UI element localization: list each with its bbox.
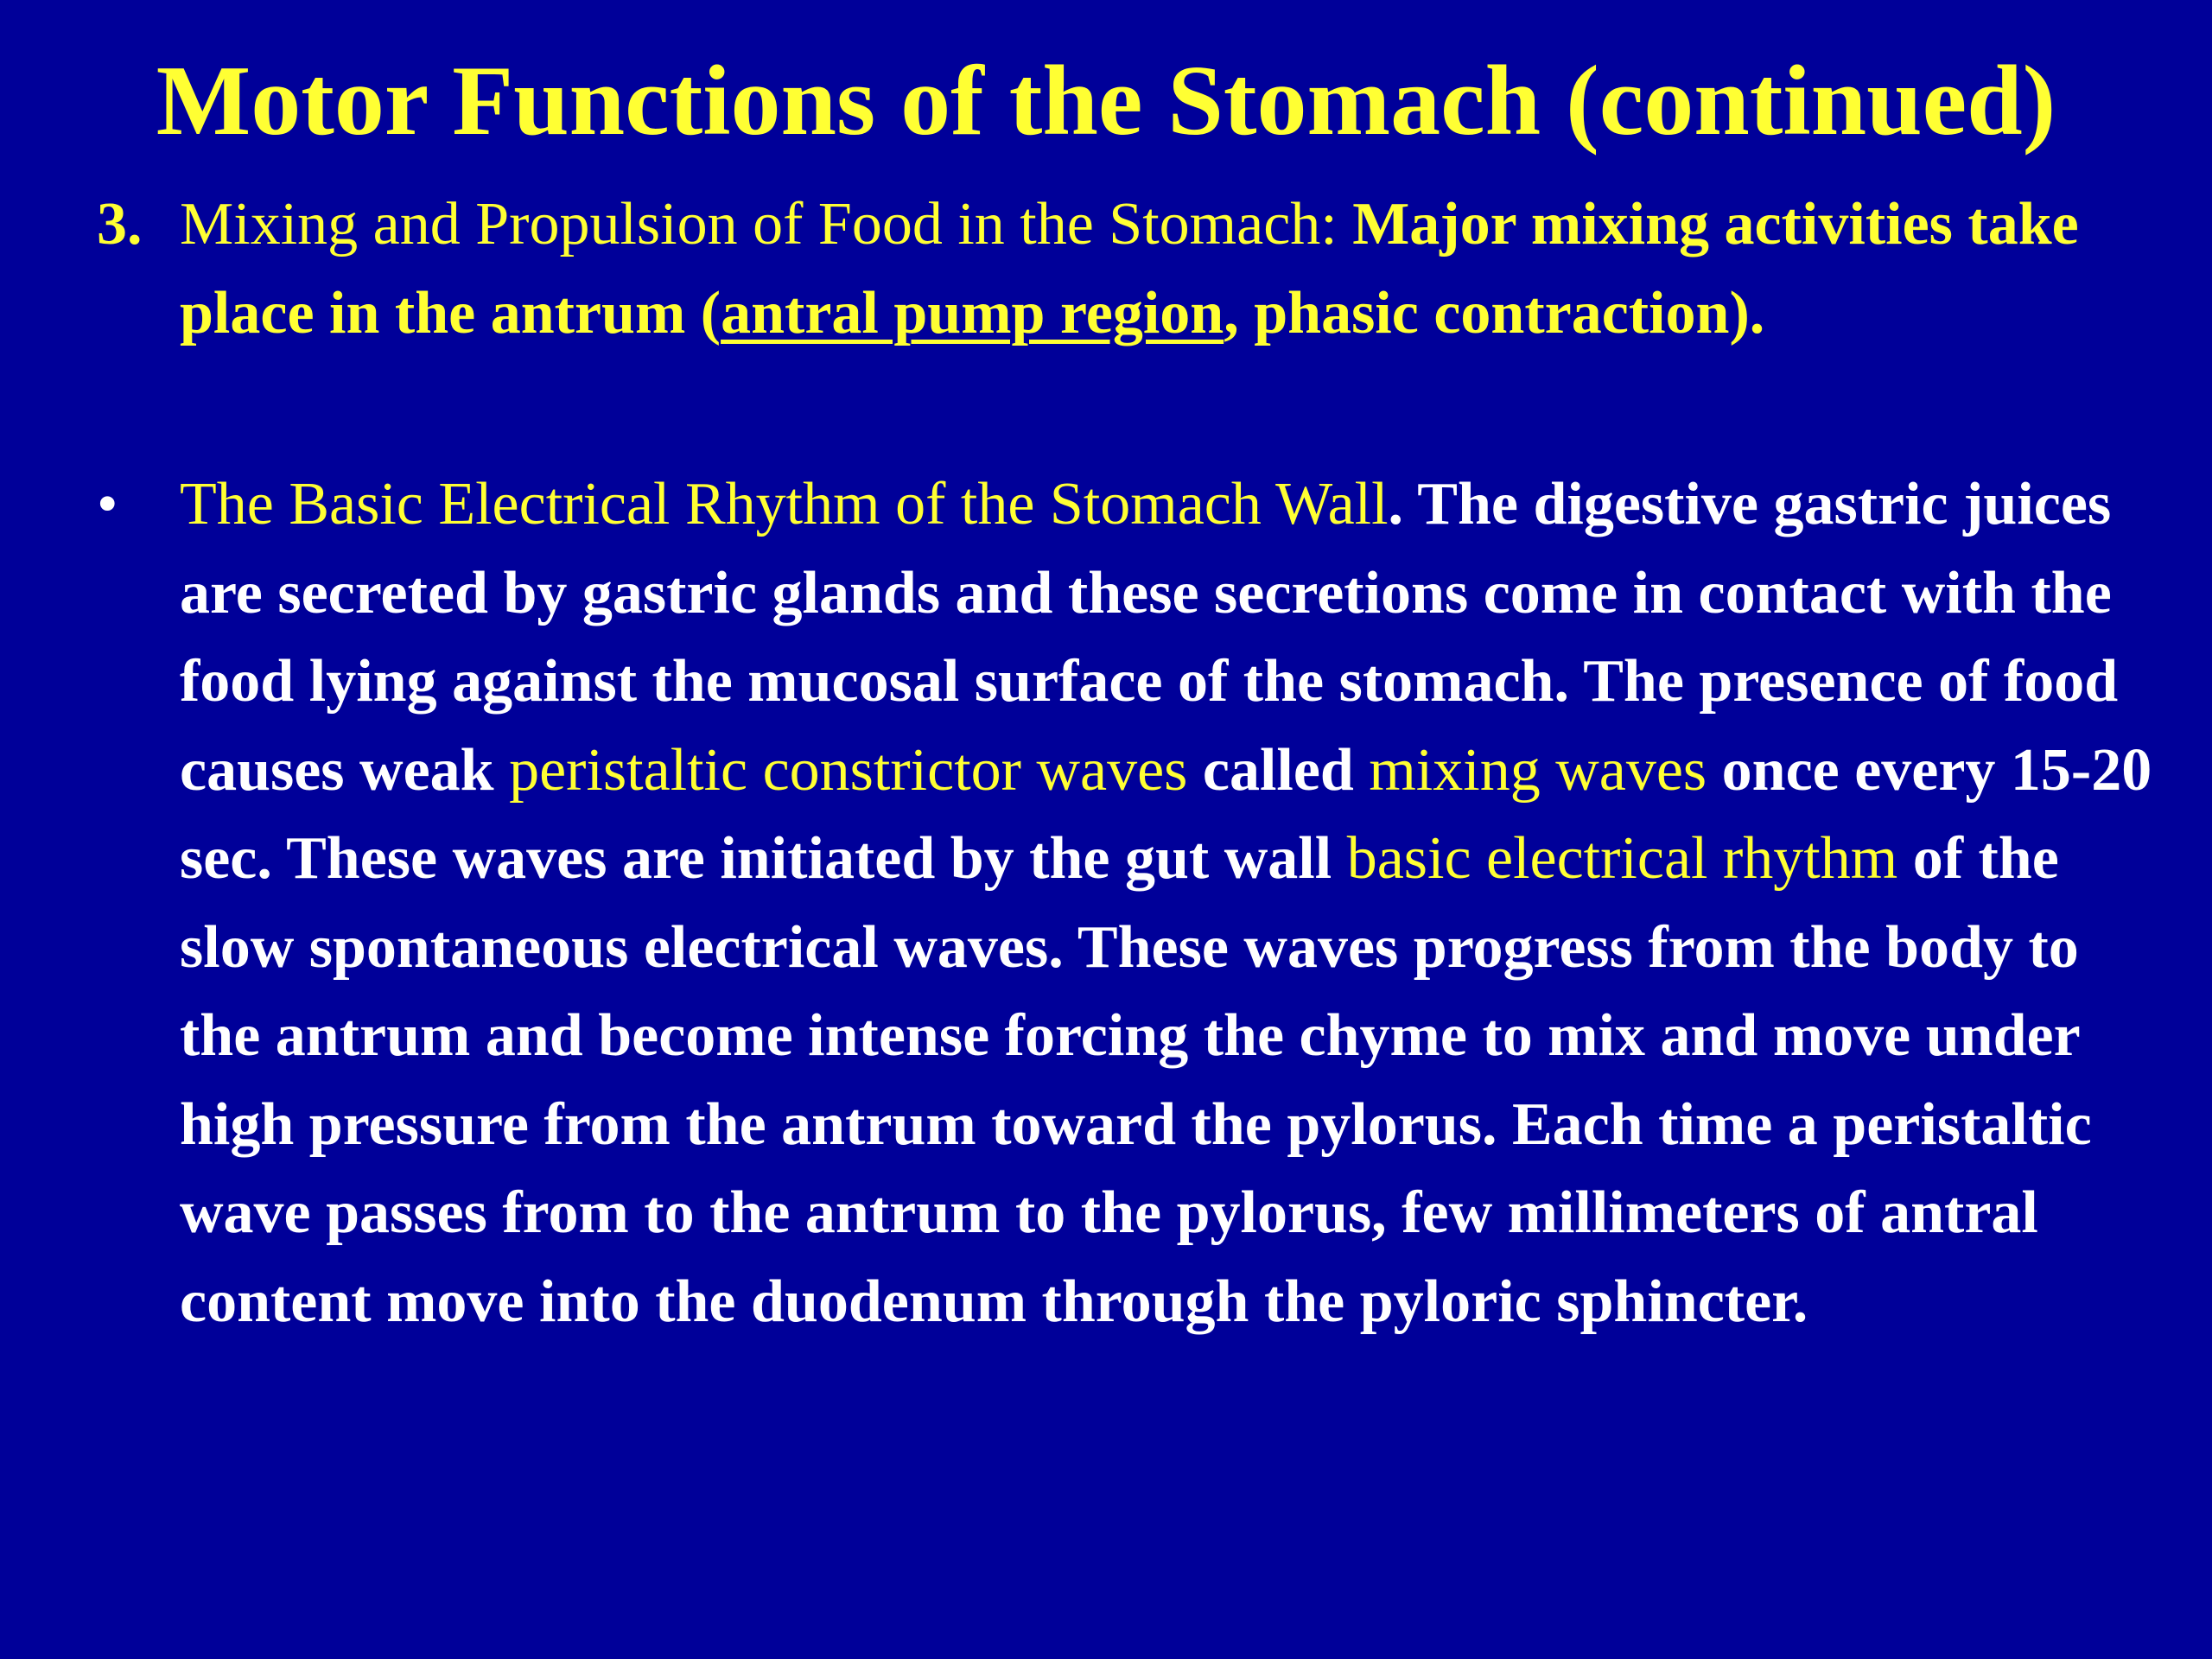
antral-pump-region-term: antral pump region [721,279,1224,346]
term-basic-electrical-rhythm: basic electrical rhythm [1346,825,1898,892]
bullet-text-1: . The digestive gastric juices are secreted by gastric glands and these secretions come in contact with the food lying against the mucosal surface of the stomach. The presence of food causes weak [180,471,2119,804]
term-peristaltic-constrictor-waves: peristaltic constrictor waves [509,736,1188,804]
point-number: 3. [97,191,143,257]
bullet-text-4: of the slow spontaneous electrical waves. These waves progress from the body to the antrum and become intense forcing the chyme to mix and move under high pressure from the antrum toward the pylorus. Each time a peristaltic wave passes from to the antrum to the pylorus, few millimeters of antral content move into the duodenum through the pyloric sphincter. [180,825,2092,1335]
bullet-heading: The Basic Electrical Rhythm of the Stomach Wall [180,471,1389,537]
bullet-text-3: once every 15-20 sec. These waves are initiated by the gut wall [180,736,2152,892]
bullet-point-electrical-rhythm [97,461,2167,1346]
point-text-a: Major mixing activities take place in the antrum ( [180,191,2079,346]
numbered-point-3 [97,181,2167,358]
point-heading: Mixing and Propulsion of Food in the Stomach: [180,191,1338,257]
bullet-text-2: called [1187,736,1370,804]
point-text-b: , phasic contraction). [1224,279,1765,346]
slide-title: Motor Functions of the Stomach (continued) [156,46,2056,156]
term-mixing-waves: mixing waves [1369,736,1707,804]
bullet-marker: • [97,471,118,537]
